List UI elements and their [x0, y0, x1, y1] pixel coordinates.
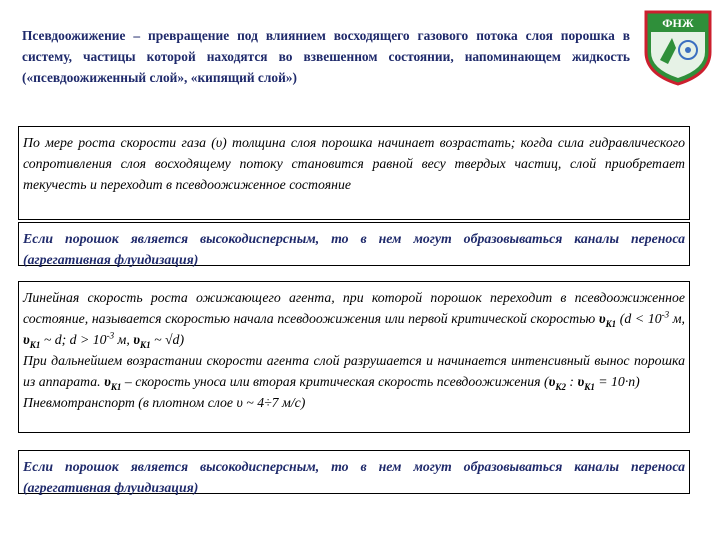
dispersed-note-text-1: Если порошок является высокодисперсным, то в нем могут образовываться каналы переноса (агрегативная флуидизация) [23, 231, 685, 267]
institute-logo [642, 8, 714, 86]
pneumotransport-paragraph: Пневмотранспорт (в плотном слое υ ~ 4÷7 м/с) [23, 395, 306, 410]
first-critical-velocity-paragraph: Линейная скорость роста ожижающего агента, при которой порошок переходит в псевдоожиженное состояние, называется скоростью начала псевдоожижения или первой критической скоростью $\upsilon_{К1}$ ($d < 10^{-3}$ м, $\upsilon_{К1}$ ~ d; $d > 10^{-3}$ м, $\upsilon_{К1}$ ~ √d) [23, 290, 685, 350]
definition-header [18, 18, 630, 119]
description-text: По мере роста скорости газа (υ) толщина слоя порошка начинает возрастать; когда сила гидравлического сопротивления слоя восходящему потоку становится равной весу твердых частиц, слой приобретает текучесть и переходит в псевдоожиженное состояние [23, 135, 685, 192]
dispersed-note-box-1 [18, 222, 690, 266]
definition-text: Псевдоожижение – превращение под влиянием восходящего газового потока слоя порошка в систему, частицы которой находятся во взвешенном состоянии, напоминающем жидкость («псевдоожиженный слой», «кипящий слой») [22, 28, 630, 85]
dispersed-note-text-2: Если порошок является высокодисперсным, то в нем могут образовываться каналы переноса (агрегативная флуидизация) [23, 459, 685, 495]
velocity-box [18, 281, 690, 433]
description-box [18, 126, 690, 220]
logo-text: ФНЖ [662, 16, 694, 30]
dispersed-note-box-2 [18, 450, 690, 494]
second-critical-velocity-paragraph: При дальнейшем возрастании скорости агента слой разрушается и начинается интенсивный вынос порошка из аппарата. $\upsilon_{К1}$ – скорость уноса или вторая критическая скорость псевдоожижения ($\upsilon_{К2}$ : $\upsilon_{К1} = 10\cdot n$) [23, 353, 685, 392]
